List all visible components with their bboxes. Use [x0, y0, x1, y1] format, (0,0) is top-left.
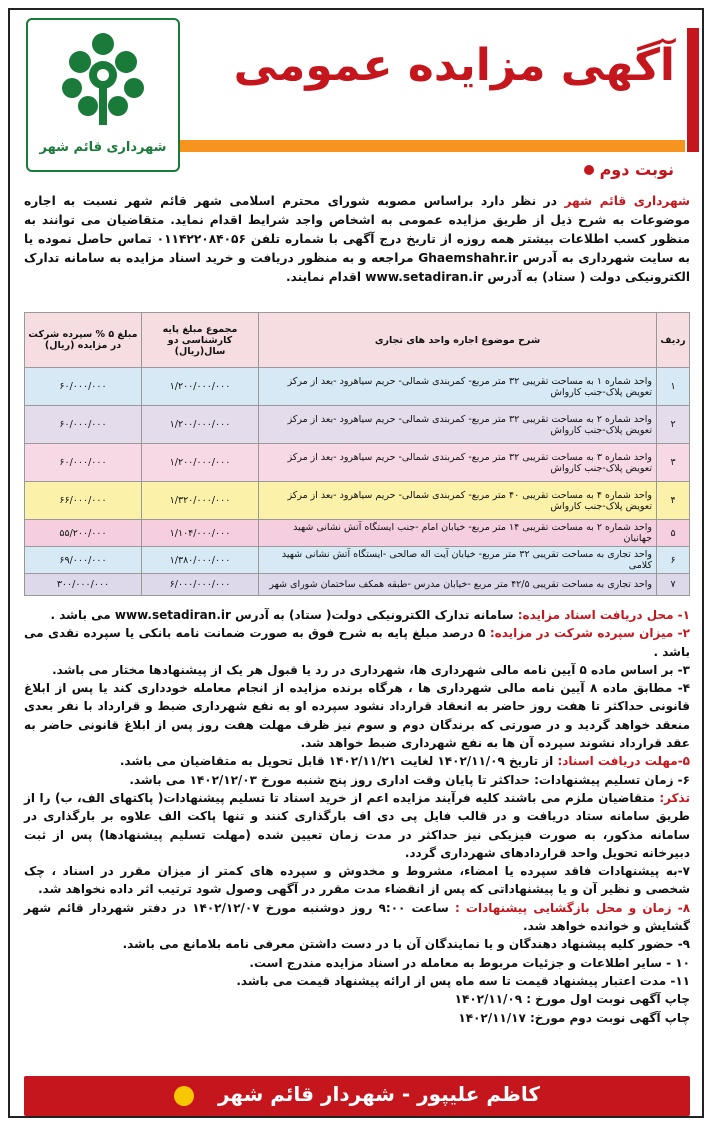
row-base: ۱/۳۸۰/۰۰۰/۰۰۰ — [142, 547, 259, 574]
municipality-logo — [26, 18, 180, 172]
round-label — [584, 160, 674, 179]
table-row — [25, 520, 690, 547]
notice-title: آگهی مزایده عمومی — [233, 40, 675, 91]
signature-text: کاظم علیپور - شهردار قائم شهر — [217, 1082, 540, 1106]
title-box — [180, 28, 685, 148]
row-desc: واحد تجاری به مساحت تقریبی ۳۲ متر مربع- خیابان آیت اله صالحی -ایستگاه آتش نشانی شهید کلامی — [259, 547, 657, 574]
term-item — [24, 606, 690, 624]
term-text: متقاضیان ملزم می باشند کلیه فرآیند مزایده اعم از خرید اسناد تا تسلیم پیشنهادات( پاکتهای الف، ب) را از طریق سامانه ستاد دریافت و در قالب فایل پی دی اف بارگذاری کنند و تنها پاکت الف علاوه بر بارگذاری در سامانه مذکور، به صورت فیزیکی نیز حداکثر در مدت زمان تعیین شده (مهلت تسلیم پیشنهادها) پس از ثبت دبیرخانه تحویل واحد قراردادهای شهرداری گردد. — [24, 790, 690, 860]
term-text: ۵ درصد مبلغ پایه به شرح فوق به صورت ضمانت نامه بانکی یا سپرده نقدی می باشد . — [24, 626, 690, 659]
row-desc: واحد شماره ۴ به مساحت تقریبی ۴۰ متر مربع- کمربندی شمالی- حریم سیاهرود -بعد از مرکز تعویض پلاک-جنب کارواش — [259, 482, 657, 520]
term-label: تذکر: — [659, 790, 690, 805]
row-number: ۲ — [657, 406, 690, 444]
row-number: ۷ — [657, 574, 690, 596]
row-number: ۶ — [657, 547, 690, 574]
row-deposit: ۶۹/۰۰۰/۰۰۰ — [25, 547, 142, 574]
intro-site-2: www.setadiran.ir — [365, 270, 484, 284]
term-item — [24, 972, 690, 990]
term-label: ۱- محل دریافت اسناد مزایده: — [517, 608, 690, 622]
row-base: ۶/۰۰۰/۰۰۰/۰۰۰ — [142, 574, 259, 596]
term-item — [24, 935, 690, 953]
terms-section — [24, 606, 690, 1027]
term-text: ۱۰ - سایر اطلاعات و جزئیات مربوط به معامله در اسناد مزایده مندرج است. — [249, 955, 690, 970]
intro-text-1: در نظر دارد براساس مصوبه شورای محترم اسلامی شهر قائم شهر نسبت به اجاره موضوعات به شرح ذیل از طریق مزایده عمومی به اشخاص واجد شرایط اقدام نماید. متقاضیان می توانند به منظور کسب اطلاعات بیشتر همه روزه از تاریخ درج آگهی با شماره تلفن ۰۱۱۴۲۲۰۸۴۰۵۶ تماس حاصل نموده یا به سایت شهرداری به آدرس — [24, 194, 690, 265]
term-item — [24, 679, 690, 752]
row-desc: واحد شماره ۲ به مساحت تقریبی ۱۴ متر مربع- خیابان امام -جنب ایستگاه آتش نشانی شهید جهانیان — [259, 520, 657, 547]
table-row — [25, 444, 690, 482]
row-number: ۴ — [657, 482, 690, 520]
term-label: ۲- میزان سپرده شرکت در مزایده: — [489, 626, 690, 641]
term-text: ۶- زمان تسلیم پیشنهادات: حداکثر تا پایان وقت اداری روز پنج شنبه مورخ ۱۴۰۲/۱۲/۰۳ می باشد. — [129, 772, 690, 787]
term-item — [24, 954, 690, 972]
row-desc: واحد شماره ۱ به مساحت تقریبی ۳۲ متر مربع- کمربندی شمالی- حریم سیاهرود -بعد از مرکز تعویض پلاک-جنب کارواش — [259, 368, 657, 406]
intro-site-1: Ghaemshahr.ir — [418, 251, 519, 265]
row-deposit: ۶۰/۰۰۰/۰۰۰ — [25, 368, 142, 406]
table-row — [25, 574, 690, 596]
header — [10, 10, 702, 178]
term-item — [24, 789, 690, 862]
term-item — [24, 990, 690, 1008]
items-table — [24, 312, 690, 596]
round-dot-icon — [584, 165, 594, 175]
row-base: ۱/۳۲۰/۰۰۰/۰۰۰ — [142, 482, 259, 520]
term-label: ۸- زمان و محل بازگشایی پیشنهادات : — [454, 900, 691, 915]
logo-caption: شهرداری قائم شهر — [39, 140, 167, 155]
logo-emblem-icon — [58, 30, 148, 130]
term-text: ۱۱- مدت اعتبار پیشنهاد قیمت تا سه ماه پس از ارائه پیشنهاد قیمت می باشد. — [236, 973, 690, 988]
term-label: ۵-مهلت دریافت اسناد: — [557, 754, 690, 769]
row-number: ۱ — [657, 368, 690, 406]
table-row — [25, 368, 690, 406]
table-header-row — [25, 313, 690, 368]
term-item — [24, 661, 690, 679]
notice-frame — [8, 8, 704, 1118]
intro-text-2: مراجعه و به منظور دریافت و خرید اسناد مزایده به سامانه تدارک الکترونیکی دولت ( ستاد) به آدرس — [24, 251, 690, 284]
term-item — [24, 624, 690, 661]
table-row — [25, 547, 690, 574]
title-accent-strip — [180, 140, 685, 152]
term-item — [24, 899, 690, 936]
row-base: ۱/۱۰۴/۰۰۰/۰۰۰ — [142, 520, 259, 547]
term-item — [24, 862, 690, 899]
term-text: چاپ آگهی نوبت اول مورخ : ۱۴۰۲/۱۱/۰۹ — [454, 992, 690, 1007]
row-desc: واحد تجاری به مساحت تقریبی ۴۲/۵ متر مربع -خیابان مدرس -طبقه همکف ساختمان شورای شهر — [259, 574, 657, 596]
col-base: مجموع مبلغ پایه کارشناسی دو سال(ریال) — [142, 313, 259, 368]
intro-paragraph — [24, 192, 690, 287]
row-desc: واحد شماره ۳ به مساحت تقریبی ۳۲ متر مربع- کمربندی شمالی- حریم سیاهرود -بعد از مرکز تعویض پلاک-جنب کارواش — [259, 444, 657, 482]
row-number: ۵ — [657, 520, 690, 547]
table-row — [25, 406, 690, 444]
row-deposit: ۵۵/۲۰۰/۰۰۰ — [25, 520, 142, 547]
title-red-edge — [687, 28, 699, 152]
term-text: ۳- بر اساس ماده ۵ آیین نامه مالی شهرداری ها، شهرداری در رد یا قبول هر یک از پیشنهادها مختار می باشد. — [52, 662, 690, 677]
term-item — [24, 771, 690, 789]
row-deposit: ۳۰۰/۰۰۰/۰۰۰ — [25, 574, 142, 596]
signature-bar — [24, 1076, 690, 1116]
intro-text-3: اقدام نمایند. — [285, 270, 366, 284]
term-text: ۹- حضور کلیه پیشنهاد دهندگان و یا نمایندگان آن با در دست داشتن معرفی نامه بلامانع می باشد. — [122, 937, 690, 952]
term-text: ۴- مطابق ماده ۸ آیین نامه مالی شهرداری ها ، هرگاه برنده مزایده از انجام معامله خودداری کند یا پس از ابلاغ قانونی حداکثر تا هفت روز حاضر به انعقاد قرارداد نشود سپرده او به نفع شهرداری ضبط و قرارداد با نفر بعدی منعقد خواهد گردید و در صورتی که برندگان دوم و سوم نیز ظرف مهلت هفت روز پس از ابلاغ قانونی حاضر به عقد قرارداد نشوند سپرده آن ها به نفع شهرداری ضبط خواهد شد. — [24, 681, 691, 751]
signature-dot-icon — [174, 1086, 194, 1106]
term-text: ساعت ۹:۰۰ روز دوشنبه مورخ ۱۴۰۲/۱۲/۰۷ در دفتر شهردار قائم شهر گشایش و خوانده خواهد شد. — [24, 900, 690, 934]
row-base: ۱/۲۰۰/۰۰۰/۰۰۰ — [142, 406, 259, 444]
term-text: ۷-به پیشنهادات فاقد سپرده یا امضاء، مشروط و مخدوش و سپرده های کمتر از میزان مقرر در اسناد ، چک شخصی و نظیر آن و یا پیشنهاداتی که پس از انقضاء مدت مقرر در آگهی وصول شود ترتیب اثر داده نخواهد شد. — [24, 864, 690, 897]
row-number: ۳ — [657, 444, 690, 482]
term-text: سامانه تدارک الکترونیکی دولت( ستاد) به آدرس www.setadiran.ir می باشد . — [50, 608, 518, 622]
col-desc: شرح موضوع اجاره واحد های تجاری — [259, 313, 657, 368]
row-desc: واحد شماره ۲ به مساحت تقریبی ۳۲ متر مربع- کمربندی شمالی- حریم سیاهرود -بعد از مرکز تعویض پلاک-جنب کارواش — [259, 406, 657, 444]
term-text: چاپ آگهی نوبت دوم مورخ: ۱۴۰۲/۱۱/۱۷ — [458, 1010, 690, 1025]
row-deposit: ۶۶/۰۰۰/۰۰۰ — [25, 482, 142, 520]
row-base: ۱/۲۰۰/۰۰۰/۰۰۰ — [142, 444, 259, 482]
term-item — [24, 752, 690, 770]
row-base: ۱/۲۰۰/۰۰۰/۰۰۰ — [142, 368, 259, 406]
term-item — [24, 1009, 690, 1027]
term-text: از تاریخ ۱۴۰۲/۱۱/۰۹ لغایت ۱۴۰۲/۱۱/۲۱ قابل تحویل به متقاضیان می باشد. — [119, 754, 558, 769]
row-deposit: ۶۰/۰۰۰/۰۰۰ — [25, 444, 142, 482]
col-row: ردیف — [657, 313, 690, 368]
col-deposit: مبلغ ۵ % سپرده شرکت در مزایده (ریال) — [25, 313, 142, 368]
table-row — [25, 482, 690, 520]
row-deposit: ۶۰/۰۰۰/۰۰۰ — [25, 406, 142, 444]
intro-lead: شهرداری قائم شهر — [564, 194, 690, 208]
round-text: نوبت دوم — [599, 160, 674, 179]
